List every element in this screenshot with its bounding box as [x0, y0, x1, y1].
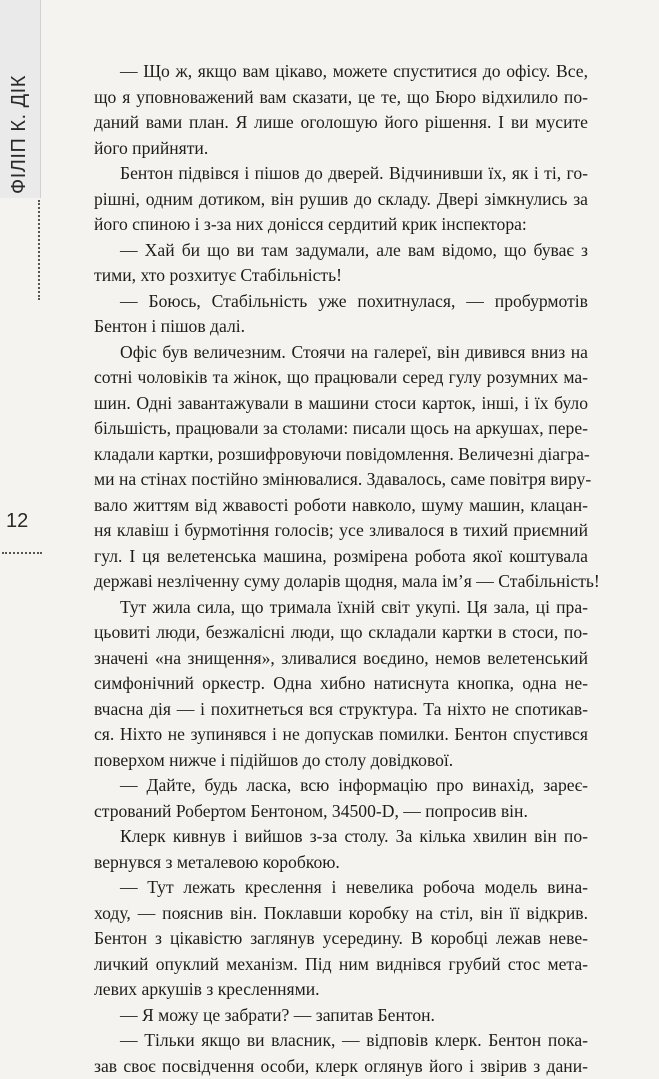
text-line: сотні чоловіків та жінок, що працювали серед гулу розумних ма- [94, 365, 588, 391]
text-line: ходу, — пояснив він. Поклавши коробку на стіл, він її відкрив. [94, 901, 588, 927]
text-line: — Боюсь, Стабільність уже похитнулася, — пробурмотів [94, 289, 588, 315]
paragraph [94, 773, 588, 824]
text-line: — Тільки якщо ви власник, — відповів клерк. Бентон пока- [94, 1028, 588, 1054]
text-line: вернувся з металевою коробкою. [94, 850, 588, 876]
author-name: ФІЛІП К. ДІК [2, 16, 36, 194]
text-line: вало життям від жвавості роботи навколо, шуму машин, клацан- [94, 493, 588, 519]
paragraph [94, 238, 588, 289]
body-text [94, 59, 588, 1079]
text-line: Офіс був величезним. Стоячи на галереї, він дивився вниз на [94, 340, 588, 366]
text-line: ми на стінах постійно змінювалися. Здавалось, саме повітря виру- [94, 467, 588, 493]
text-line: симфонічний оркестр. Одна хибно натиснута кнопка, одна не- [94, 671, 588, 697]
text-line: поверхом нижче і підійшов до столу довідкової. [94, 748, 588, 774]
text-line: шин. Одні завантажували в машини стоси карток, інші, і їх було [94, 391, 588, 417]
text-line: личкий опуклий механізм. Під ним виднівся грубий стос мета- [94, 952, 588, 978]
dotted-rule-vertical [38, 200, 40, 300]
paragraph [94, 875, 588, 1003]
text-line: що я уповноважений вам сказати, це те, що Бюро відхилило по- [94, 85, 588, 111]
text-line: цьовиті люди, безжалісні люди, що складали картки в стоси, по- [94, 620, 588, 646]
text-line: левих аркушів з кресленнями. [94, 977, 588, 1003]
text-line: державі незліченну суму доларів щодня, мала ім’я — Стабільність! [94, 569, 588, 595]
paragraph [94, 289, 588, 340]
text-line: Тут жила сила, що тримала їхній світ укупі. Ця зала, ці пра- [94, 595, 588, 621]
text-line: значені «на знищення», зливалися воєдино, немов велетенський [94, 646, 588, 672]
author-tab [0, 0, 41, 198]
running-head [0, 0, 40, 300]
text-line: його прийняти. [94, 136, 588, 162]
text-line: даний вами план. Я лише оголошую його рішення. І ви мусите [94, 110, 588, 136]
text-line: Бентон підвівся і пішов до дверей. Відчинивши їх, як і ті, го- [94, 161, 588, 187]
text-line: — Що ж, якщо вам цікаво, можете спуститися до офісу. Все, [94, 59, 588, 85]
page-number: 12 [6, 510, 40, 533]
text-line: рішні, одним дотиком, він рушив до складу. Двері зімкнулись за [94, 187, 588, 213]
text-line: його спиною і з-за них донісся сердитий крик інспектора: [94, 212, 588, 238]
text-line: ся. Ніхто не зупинявся і не допускав помилки. Бентон спустився [94, 722, 588, 748]
paragraph [94, 595, 588, 774]
text-line: Клерк кивнув і вийшов з-за столу. За кілька хвилин він по- [94, 824, 588, 850]
text-line: — Тут лежать креслення і невелика робоча модель вина- [94, 875, 588, 901]
text-line: тими, хто розхитує Стабільність! [94, 263, 588, 289]
text-line: зав своє посвідчення особи, клерк оглянув його і звірив з дани- [94, 1054, 588, 1079]
paragraph [94, 1028, 588, 1079]
text-line: стрований Робертом Бентоном, 34500-D, — попросив він. [94, 799, 588, 825]
paragraph [94, 1003, 588, 1029]
text-line: — Дайте, будь ласка, всю інформацію про винахід, зареє- [94, 773, 588, 799]
paragraph [94, 340, 588, 595]
text-line: ня клавіш і бурмотіння голосів; усе зливалося в тихий приємний [94, 518, 588, 544]
dotted-rule-horizontal [2, 552, 42, 554]
text-line: — Я можу це забрати? — запитав Бентон. [94, 1003, 588, 1029]
text-line: гул. І ця велетенська машина, розмірена робота якої коштувала [94, 544, 588, 570]
text-line: — Хай би що ви там задумали, але вам відомо, що буває з [94, 238, 588, 264]
paragraph [94, 161, 588, 238]
paragraph [94, 59, 588, 161]
text-line: більшість, працювали за столами: писали щось на аркушах, пере- [94, 416, 588, 442]
text-line: вчасна дія — і похитнеться вся структура. Та ніхто не спотикав- [94, 697, 588, 723]
text-line: Бентон і пішов далі. [94, 314, 588, 340]
paragraph [94, 824, 588, 875]
text-line: кладали картки, розшифровуючи повідомлення. Величезні діагра- [94, 442, 588, 468]
text-line: Бентон з цікавістю заглянув усередину. В коробці лежав неве- [94, 926, 588, 952]
